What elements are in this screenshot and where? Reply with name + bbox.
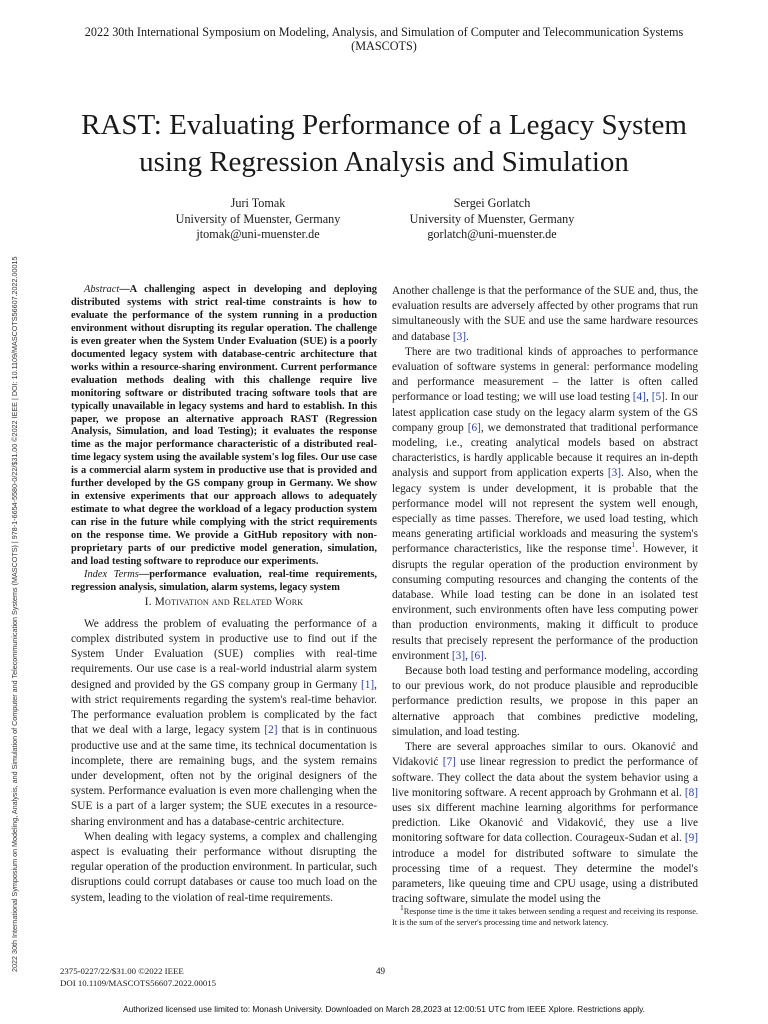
sidebar-text: 2022 30th International Symposium on Modeling, Analysis, and Simulation of Computer and Telecommunication Systems (MASCOTS) | 978-1-6654-5580-0/22/$31.00 ©2022 IEEE | DOI: 10.1109/MASCOTS56607.2022.00015 (10, 256, 19, 972)
body-paragraph: There are two traditional kinds of approaches to performance evaluation of software systems in general: performance modeling and performance measurement – the latter is often called performance or load testing; we will use load testing [4], [5]. In our latest application case study on the legacy alarm system of the GS company group [6], we demonstrated that traditional performance modeling, i.e., creating analytical models based on abstract characteristics, is hardly applicable because it requires an in-depth analysis and support from application experts [3]. Also, when the legacy system is under development, it is probable that the performance model will not represent the system well enough, especially as time passes. Therefore, we used load testing, which means generating artificial workloads and measuring the system's performance characteristics, like the response time$^1$. However, it disrupts the regular operation of the production environment by consuming computing resources and changing the contents of the database. While load testing can be done in an isolated test environment, such environments often have less computing power than production environments, making it difficult to produce results that precisely represent the performance of the production environment [3], [6]. (392, 345, 699, 662)
citation-link[interactable]: [6] (467, 421, 481, 434)
citation-link[interactable]: [4] (632, 391, 646, 404)
body-paragraph: We address the problem of evaluating the performance of a complex distributed system in productive use to find out if the System Under Evaluation (SUE) complies with real-time requirements. Our use case is a real-world industrial alarm system designed and provided by the GS company group in Germany [1], with strict requirements regarding the system's real-time behavior. The performance evaluation problem is complicated by the fact that we deal with a large, legacy system [2] that is in continuous productive use and at the same time, its technical documentation is incomplete, there are remaining bugs, and the system remains under development, often not by the original designers of the system. Performance evaluation is even more challenging when the SUE is a part of a larger system; the SUE executes in a resource-sharing environment and has a database-centric architecture. (71, 617, 377, 828)
conference-line-1: 2022 30th International Symposium on Modeling, Analysis, and Simulation of Computer and Telecommunication Systems (84, 25, 684, 39)
index-terms-label: Index Terms (84, 568, 139, 580)
footnote-mark: 1 (400, 903, 404, 913)
citation-link[interactable]: [1] (360, 678, 375, 691)
author-name: Sergei Gorlatch (453, 196, 531, 210)
index-terms (71, 569, 377, 595)
conference-line-2: (MASCOTS) (351, 39, 417, 53)
author-affiliation: University of Muenster, Germany (175, 211, 341, 226)
citation-link[interactable]: [3] (607, 467, 622, 480)
citation-link[interactable]: [9] (684, 832, 698, 845)
license-notice: Authorized licensed use limited to: Monash University. Downloaded on March 28,2023 at 12:00:51 UTC from IEEE Xplore. Restrictions apply. (123, 1004, 645, 1014)
left-column (71, 284, 377, 906)
footer-identifiers (60, 966, 216, 989)
body-paragraph: When dealing with legacy systems, a complex and challenging aspect is evaluating their performance without disrupting the regular operation of the production environment. In particular, such disruptions could corrupt databases or cause too much load on the system, leading to the violation of real-time requirements. (71, 830, 377, 904)
citation-link[interactable]: [8] (684, 786, 698, 799)
conference-header (60, 25, 708, 53)
abstract-label: Abstract (84, 284, 120, 295)
section-heading: I. Motivation and Related Work (144, 595, 304, 608)
citation-link[interactable]: [6] (470, 649, 484, 662)
title-line-2: using Regression Analysis and Simulation (139, 146, 629, 178)
citation-link[interactable]: [3] (451, 649, 466, 662)
author-email[interactable]: gorlatch@uni-muenster.de (427, 227, 557, 241)
citation-link[interactable]: [7] (442, 756, 456, 769)
author-name: Juri Tomak (230, 196, 286, 210)
page-number: 49 (376, 966, 385, 976)
author-affiliation: University of Muenster, Germany (409, 211, 575, 226)
citation-link[interactable]: [2] (264, 724, 278, 737)
issn-line: 2375-0227/22/$31.00 ©2022 IEEE (60, 966, 184, 976)
body-paragraph: There are several approaches similar to ours. Okanović and Vidaković [7] use linear regression to predict the performance of software. They collect the data about the system behavior using a live monitoring software. A recent approach by Grohmann et al. [8] uses six different machine learning algorithms for performance prediction. Like Okanović and Vidaković, they use a live monitoring software for data collection. Courageux-Sudan et al. [9] introduce a model for distributed software to simulate the processing time of a request. They determine the model's parameters, like queuing time and CPU usage, using a distributed tracing software, simulate the model using the (392, 741, 698, 906)
index-terms-text: —performance evaluation, real-time requirements, regression analysis, simulation, alarm systems, legacy system (71, 568, 377, 593)
body-paragraph: Another challenge is that the performance of the SUE and, thus, the evaluation results are adversely affected by other programs that run simultaneously with the SUE and use the same hardware resources and database [3]. (392, 285, 698, 343)
citation-link[interactable]: [5] (651, 391, 665, 404)
paper-title (40, 107, 728, 181)
doi-line: DOI 10.1109/MASCOTS56607.2022.00015 (60, 977, 217, 988)
footnote-marker[interactable]: 1 (631, 540, 636, 550)
copyright-sidebar (8, 22, 22, 972)
title-line-1: RAST: Evaluating Performance of a Legacy System (81, 109, 687, 141)
body-paragraph: Because both load testing and performance modeling, according to our previous work, do not produce plausible and reproducible performance prediction results, we propose in this paper an alternative approach that combines predictive modeling, simulation, and load testing. (392, 665, 698, 738)
right-column (392, 284, 698, 907)
footnote (392, 903, 698, 928)
author-block (128, 196, 388, 243)
footnote-text: Response time is the time it takes between sending a request and receiving its response. It is the sum of the server's processing time and network latency. (392, 907, 698, 927)
citation-link[interactable]: [3] (452, 330, 467, 343)
author-email[interactable]: jtomak@uni-muenster.de (196, 227, 320, 241)
abstract-text: —A challenging aspect in developing and deploying distributed systems with strict real-time constraints is how to evaluate the performance of the system running in a production environment without disrupting its regular operation. The challenge is even greater when the System Under Evaluation (SUE) is a poorly documented legacy system with database-centric architecture that works within a resource-sharing environment. Current performance evaluation methods dealing with this challenge require live monitoring software or distributed tracing software tools that are typically unavailable in legacy systems and hard to establish. In this paper, we propose an alternative approach RAST (Regression Analysis, Simulation, and load Testing); it evaluates the response time as the major performance characteristic of a distributed real-time legacy system using the available system's log files. Our use case is a commercial alarm system in productive use that is provided and further developed by the GS company group in Germany. We show in extensive experiments that our approach allows to adequately estimate to what degree the workload of a legacy production system can rise in the future while complying with the strict requirements on the response time. We provide a GitHub repository with non-proprietary parts of our predictive model generation, simulation, and load testing software to reproduce our experiments. (71, 284, 377, 568)
abstract (71, 284, 377, 569)
author-block (362, 196, 622, 243)
